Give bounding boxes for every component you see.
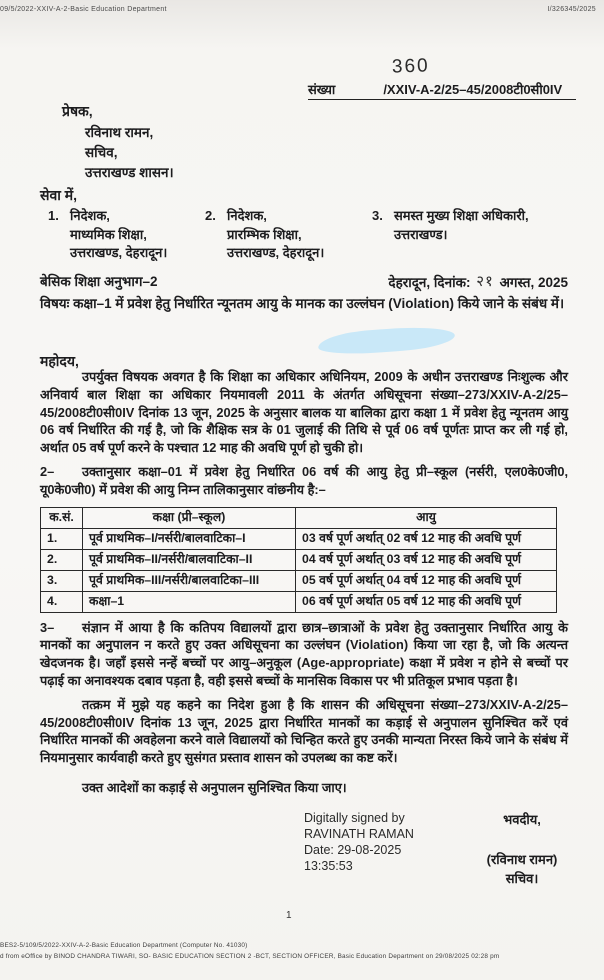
cell-age: 05 वर्ष पूर्ण अर्थात् 04 वर्ष 12 माह की अवधि पूर्ण — [296, 570, 557, 591]
cell-serial: 3. — [41, 570, 83, 591]
recipient-2-address — [227, 207, 324, 263]
recipient-line: निदेशक, — [70, 208, 110, 223]
file-reference-top-left: 09/5/2022-XXIV-A-2-Basic Education Department — [0, 6, 167, 13]
sender-label: प्रेषक, — [62, 103, 93, 119]
header-serial: क.सं. — [41, 507, 83, 528]
table-header-row — [41, 507, 557, 528]
dsc-line: RAVINATH RAMAN — [304, 826, 414, 841]
dsc-line: Date: 29-08-2025 — [304, 842, 402, 857]
recipient-line: समस्त मुख्य शिक्षा अधिकारी, — [394, 208, 529, 223]
salutation: महोदय, — [40, 353, 79, 369]
recipient-line: उत्तराखण्ड, देहरादून। — [70, 245, 168, 260]
eoffice-reference-top-right: I/326345/2025 — [547, 6, 596, 13]
body-paragraph-4: तत्क्रम में मुझे यह कहने का निदेश हुआ है कि शासन की अधिसूचना संख्या–273/XXIV-A-2/25–45/2008टी0सी0IV दिनांक 13 जून, 2025 द्वारा निर्धारित मानकों का कड़ाई से अनुपालन सुनिश्चित करें एवं निर्धारित मानकों की अवहेलना करने वाले विद्यालयों को चिन्हित करते हुए उनकी मान्यता निरस्त किये जाने के संबंध में नियमानुसार कार्यवाही करते हुए सुसंगत प्रस्ताव शासन को उपलब्ध का कष्ट करें। — [40, 696, 568, 766]
section-and-date-row — [40, 272, 568, 292]
signatory-name: (रविनाथ रामन) — [486, 851, 558, 867]
cell-serial: 1. — [41, 528, 83, 549]
admission-age-table — [40, 507, 557, 613]
cell-class: पूर्व प्राथमिक–II/नर्सरी/बालवाटिका–II — [83, 549, 296, 570]
recipient-3-number: 3. — [372, 208, 383, 223]
sender-block — [85, 123, 174, 183]
recipient-2-number: 2. — [205, 208, 216, 223]
recipient-1-number: 1. — [48, 208, 59, 223]
valediction: भवदीय, — [503, 811, 541, 827]
place-date — [388, 272, 568, 292]
letter-number-label: संख्या — [308, 82, 336, 97]
recipient-line: उत्तराखण्ड, देहरादून। — [227, 245, 325, 260]
date-suffix: अगस्त, 2025 — [499, 275, 568, 290]
header-class: कक्षा (प्री–स्कूल) — [83, 507, 296, 528]
signature-row — [40, 810, 568, 888]
page-number: 1 — [286, 910, 292, 921]
sender-designation: सचिव, — [85, 145, 118, 160]
body-paragraph-1: उपर्युक्त विषयक अवगत है कि शिक्षा का अधिकार अधिनियम, 2009 के अधीन उत्तराखण्ड निःशुल्क और अनिवार्य बाल शिक्षा का अधिकार नियमावली 2011 के अंतर्गत अधिसूचना संख्या–273/XXIV-A-2/25–45/2008टी0सी0IV दिनांक 13 जून, 2025 के अनुसार बालक या बालिका द्वारा कक्षा 1 में प्रवेश हेतु न्यूनतम आयु 06 वर्ष निर्धारित की गई है, जो कि शैक्षिक सत्र के 01 जुलाई की तिथि से पूर्व 06 वर्ष पूर्णतः प्राप्त कर ली गई हो, अर्थात 05 वर्ष पूर्ण करने के पश्चात 12 माह की अवधि पूर्ण हो चुकी हो। — [40, 369, 568, 456]
header-age: आयु — [296, 507, 557, 528]
recipient-2 — [205, 207, 324, 263]
recipients-row — [0, 207, 604, 269]
footer-generated-by: d from eOffice by BINOD CHANDRA TIWARI, SO- BASIC EDUCATION SECTION 2 -BCT, SECTION OFFICER, Basic Education Department on 29/08/2025 02:28 pm — [0, 953, 500, 960]
cell-age: 03 वर्ष पूर्ण अर्थात् 02 वर्ष 12 माह की अवधि पूर्ण — [296, 528, 557, 549]
handwritten-dispatch-number: 360 — [391, 55, 431, 78]
digital-signature-stamp — [304, 810, 476, 874]
handwritten-date-day: २१ — [476, 273, 494, 290]
recipient-1-address — [70, 207, 167, 263]
cell-age: 06 वर्ष पूर्ण अर्थात 05 वर्ष 12 माह की अवधि पूर्ण — [296, 591, 557, 612]
cell-class: कक्षा–1 — [83, 591, 296, 612]
body-paragraph-2 — [40, 463, 568, 499]
body-paragraph-3 — [40, 619, 568, 690]
recipient-line: माध्यमिक शिक्षा, — [70, 226, 147, 242]
letter-number-value: /XXIV-A-2/25–45/2008टी0सी0IV — [383, 82, 563, 97]
paragraph-3-text: संज्ञान में आया है कि कतिपय विद्यालयों द्वारा छात्र–छात्राओं के प्रवेश हेतु उक्तानुसार निर्धारित आयु के मानकों का अनुपालन न करते हुए उक्त अधिसूचना का उल्लंघन (Violation) किया जा रहा है, जो कि अत्यन्त खेदजनक है। जहाँ इससे नन्हें बच्चों पर आयु–अनुकूल (Age-appropriate) कक्षा में प्रवेश न होने से बच्चों पर पढ़ाई का अनावश्यक दबाव पड़ता है, वही इससे बच्चों के मानसिक विकास पर भी प्रतिकूल प्रभाव पड़ता है। — [40, 619, 568, 688]
recipients-label: सेवा में, — [40, 187, 78, 203]
paragraph-2-text: उक्तानुसार कक्षा–01 में प्रवेश हेतु निर्धारित 06 वर्ष की आयु हेतु प्री–स्कूल (नर्सरी, एल0के0जी0, यू0के0जी0) में प्रवेश की आयु निम्न तालिकानुसार वांछनीय है:– — [40, 463, 568, 497]
sender-name: रविनाथ रामन, — [85, 125, 154, 140]
recipient-line: उत्तराखण्ड। — [394, 226, 448, 242]
closing-instruction: उक्त आदेशों का कड़ाई से अनुपालन सुनिश्चित किया जाए। — [82, 779, 347, 795]
table-row — [41, 528, 557, 549]
table-row — [41, 570, 557, 591]
table-row — [41, 549, 557, 570]
cell-class: पूर्व प्राथमिक–I/नर्सरी/बालवाटिका–I — [83, 528, 296, 549]
valediction-block — [476, 810, 568, 888]
place-date-prefix: देहरादून, दिनांक: — [388, 275, 471, 290]
letter-number-line — [308, 80, 576, 100]
section-name: बेसिक शिक्षा अनुभाग–2 — [40, 274, 158, 289]
footer-file-reference: BES2-5/109/5/2022-XXIV-A-2-Basic Education Department (Computer No. 41030) — [0, 942, 248, 949]
dsc-line: 13:35:53 — [304, 858, 353, 873]
letter-body — [40, 368, 568, 888]
cell-class: पूर्व प्राथमिक–III/नर्सरी/बालवाटिका–III — [83, 570, 296, 591]
sender-organization: उत्तराखण्ड शासन। — [85, 165, 174, 180]
paragraph-2-number: 2– — [40, 463, 55, 479]
paragraph-3-number: 3– — [40, 619, 55, 635]
signatory-designation: सचिव। — [505, 870, 539, 886]
blue-highlighter-mark — [317, 324, 455, 357]
recipient-line: प्रारम्भिक शिक्षा, — [227, 226, 302, 242]
table-row — [41, 591, 557, 612]
dsc-line: Digitally signed by — [304, 810, 405, 825]
subject-line: विषयः कक्षा–1 में प्रवेश हेतु निर्धारित न्यूनतम आयु के मानक का उल्लंघन (Violation) किये जाने के संबंध में। — [40, 296, 565, 311]
recipient-3 — [372, 207, 529, 244]
cell-serial: 4. — [41, 591, 83, 612]
cell-age: 04 वर्ष पूर्ण अर्थात् 03 वर्ष 12 माह की अवधि पूर्ण — [296, 549, 557, 570]
recipient-3-address — [394, 207, 529, 244]
cell-serial: 2. — [41, 549, 83, 570]
recipient-1 — [48, 207, 167, 263]
recipient-line: निदेशक, — [227, 208, 267, 223]
